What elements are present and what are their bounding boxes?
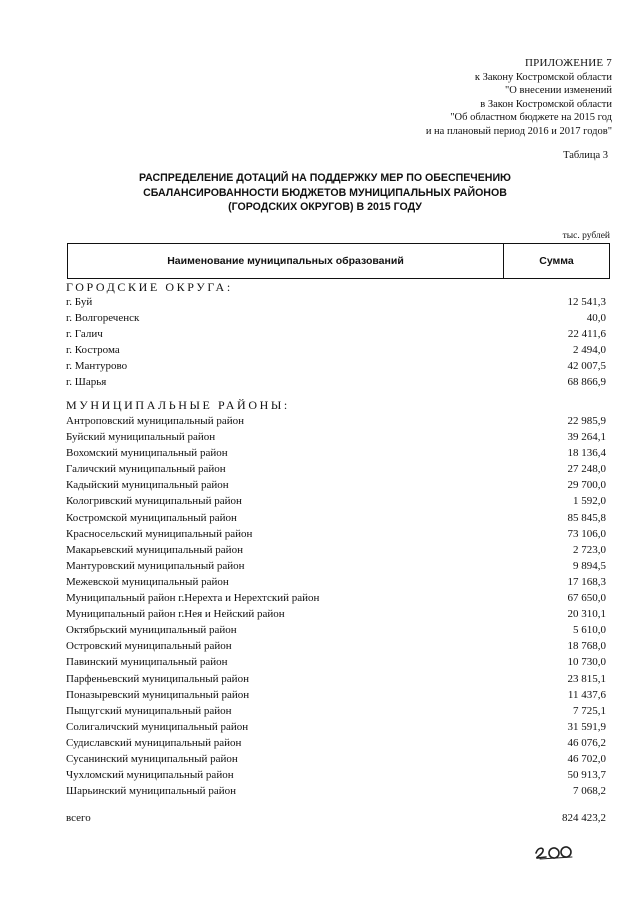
appendix-line: и на плановый период 2016 и 2017 годов": [425, 125, 612, 137]
row-amount: 11 437,6: [567, 688, 606, 701]
row-name: Макарьевский муниципальный район: [66, 543, 243, 556]
row-amount: 39 264,1: [567, 431, 606, 444]
table-row: [0, 769, 640, 785]
table-row: [0, 431, 640, 447]
table-row: [0, 721, 640, 737]
table-header: [67, 243, 610, 279]
row-amount: 2 494,0: [573, 344, 606, 357]
district-rows: [0, 415, 640, 801]
document-title: [100, 171, 550, 215]
table-row: [0, 592, 640, 608]
row-name: Парфеньевский муниципальный район: [66, 672, 249, 685]
table-row: [0, 296, 640, 312]
total-amount: 824 423,2: [562, 812, 606, 824]
row-name: г. Буй: [66, 296, 93, 308]
column-header-name: Наименование муниципальных образований: [167, 255, 404, 267]
title-line: СБАЛАНСИРОВАННОСТИ БЮДЖЕТОВ МУНИЦИПАЛЬНЫХ РАЙОНОВ: [143, 186, 507, 199]
row-amount: 7 068,2: [573, 785, 606, 798]
row-amount: 46 702,0: [567, 752, 606, 765]
title-line: (ГОРОДСКИХ ОКРУГОВ) В 2015 ГОДУ: [228, 201, 422, 213]
appendix-header: [426, 57, 612, 139]
table-row: [0, 656, 640, 672]
row-name: Павинский муниципальный район: [66, 656, 228, 669]
row-name: Поназыревский муниципальный район: [66, 688, 250, 701]
row-amount: 27 248,0: [567, 463, 606, 476]
city-rows: [0, 296, 640, 393]
row-amount: 18 768,0: [567, 640, 606, 653]
column-header-sum: Сумма: [539, 255, 574, 267]
table-row: [0, 544, 640, 560]
row-amount: 2 723,0: [573, 543, 606, 556]
row-amount: 23 815,1: [567, 672, 606, 685]
row-name: г. Волгореченск: [66, 312, 140, 325]
total-label: всего: [66, 812, 91, 824]
row-name: Муниципальный район г.Нерехта и Нерехтский район: [66, 592, 320, 605]
row-amount: 42 007,5: [567, 360, 606, 373]
row-name: г. Кострома: [66, 344, 120, 357]
table-row: [0, 705, 640, 721]
row-name: г. Шарья: [66, 376, 107, 389]
row-amount: 5 610,0: [573, 624, 606, 637]
row-amount: 7 725,1: [573, 704, 606, 717]
row-amount: 46 076,2: [567, 736, 606, 749]
table-row: [0, 512, 640, 528]
row-amount: 17 168,3: [567, 575, 606, 588]
row-amount: 18 136,4: [567, 447, 606, 460]
row-amount: 29 700,0: [567, 479, 606, 492]
table-row: [0, 753, 640, 769]
row-amount: 1 592,0: [573, 495, 606, 508]
row-name: Чухломский муниципальный район: [66, 769, 234, 782]
table-row: [0, 673, 640, 689]
row-amount: 67 650,0: [567, 592, 606, 605]
total-row: [0, 812, 640, 828]
table-label: Таблица 3: [563, 150, 608, 161]
table-row: [0, 640, 640, 656]
row-name: Сусанинский муниципальный район: [66, 752, 238, 765]
table-row: [0, 785, 640, 801]
table-row: [0, 624, 640, 640]
title-line: РАСПРЕДЕЛЕНИЕ ДОТАЦИЙ НА ПОДДЕРЖКУ МЕР ПО ОБЕСПЕЧЕНИЮ: [139, 172, 511, 184]
row-amount: 31 591,9: [567, 720, 606, 733]
row-amount: 22 985,9: [567, 415, 606, 427]
table-row: [0, 479, 640, 495]
appendix-line: "Об областном бюджете на 2015 год: [450, 112, 612, 124]
row-name: Костромской муниципальный район: [66, 511, 237, 524]
row-name: Шарьинский муниципальный район: [66, 785, 236, 798]
table-row: [0, 463, 640, 479]
row-name: Красносельский муниципальный район: [66, 527, 253, 540]
table-row: [0, 560, 640, 576]
row-amount: 68 866,9: [567, 376, 606, 389]
row-amount: 22 411,6: [567, 328, 606, 341]
section-title-districts: МУНИЦИПАЛЬНЫЕ РАЙОНЫ:: [66, 398, 290, 412]
table-row: [0, 608, 640, 624]
appendix-line: в Закон Костромской области: [480, 98, 612, 110]
row-name: Галичский муниципальный район: [66, 463, 226, 476]
row-amount: 40,0: [586, 312, 606, 325]
table-row: [0, 528, 640, 544]
row-amount: 50 913,7: [567, 769, 606, 782]
table-row: [0, 328, 640, 344]
table-row: [0, 447, 640, 463]
row-name: Судиславский муниципальный район: [66, 736, 242, 749]
row-name: Межевской муниципальный район: [66, 575, 229, 588]
row-amount: 20 310,1: [567, 608, 606, 621]
appendix-line: "О внесении изменений: [505, 85, 612, 97]
appendix-title: ПРИЛОЖЕНИЕ 7: [525, 57, 612, 69]
table-row: [0, 376, 640, 392]
row-name: Вохомский муниципальный район: [66, 447, 228, 460]
table-row: [0, 415, 640, 431]
units-label: тыс. рублей: [562, 231, 610, 241]
section-title-city: ГОРОДСКИЕ ОКРУГА:: [66, 280, 233, 294]
handwritten-page-number: [532, 841, 582, 861]
row-name: Антроповский муниципальный район: [66, 415, 244, 427]
row-name: Буйский муниципальный район: [66, 431, 216, 444]
appendix-line: к Закону Костромской области: [474, 71, 612, 83]
row-name: г. Галич: [66, 328, 103, 341]
table-row: [0, 344, 640, 360]
row-name: г. Мантурово: [66, 360, 128, 373]
row-name: Островский муниципальный район: [66, 640, 232, 653]
row-name: Мантуровский муниципальный район: [66, 559, 245, 572]
row-name: Октябрьский муниципальный район: [66, 624, 237, 637]
table-row: [0, 312, 640, 328]
row-amount: 73 106,0: [567, 527, 606, 540]
row-name: Кологривский муниципальный район: [66, 495, 242, 508]
row-name: Муниципальный район г.Нея и Нейский район: [66, 608, 285, 621]
row-amount: 85 845,8: [567, 511, 606, 524]
table-row: [0, 360, 640, 376]
table-row: [0, 737, 640, 753]
row-amount: 12 541,3: [567, 296, 606, 308]
row-name: Солигаличский муниципальный район: [66, 720, 249, 733]
table-row: [0, 495, 640, 511]
row-name: Пыщугский муниципальный район: [66, 704, 232, 717]
row-name: Кадыйский муниципальный район: [66, 479, 229, 492]
table-row: [0, 576, 640, 592]
row-amount: 9 894,5: [573, 559, 606, 572]
table-row: [0, 689, 640, 705]
row-amount: 10 730,0: [567, 656, 606, 669]
